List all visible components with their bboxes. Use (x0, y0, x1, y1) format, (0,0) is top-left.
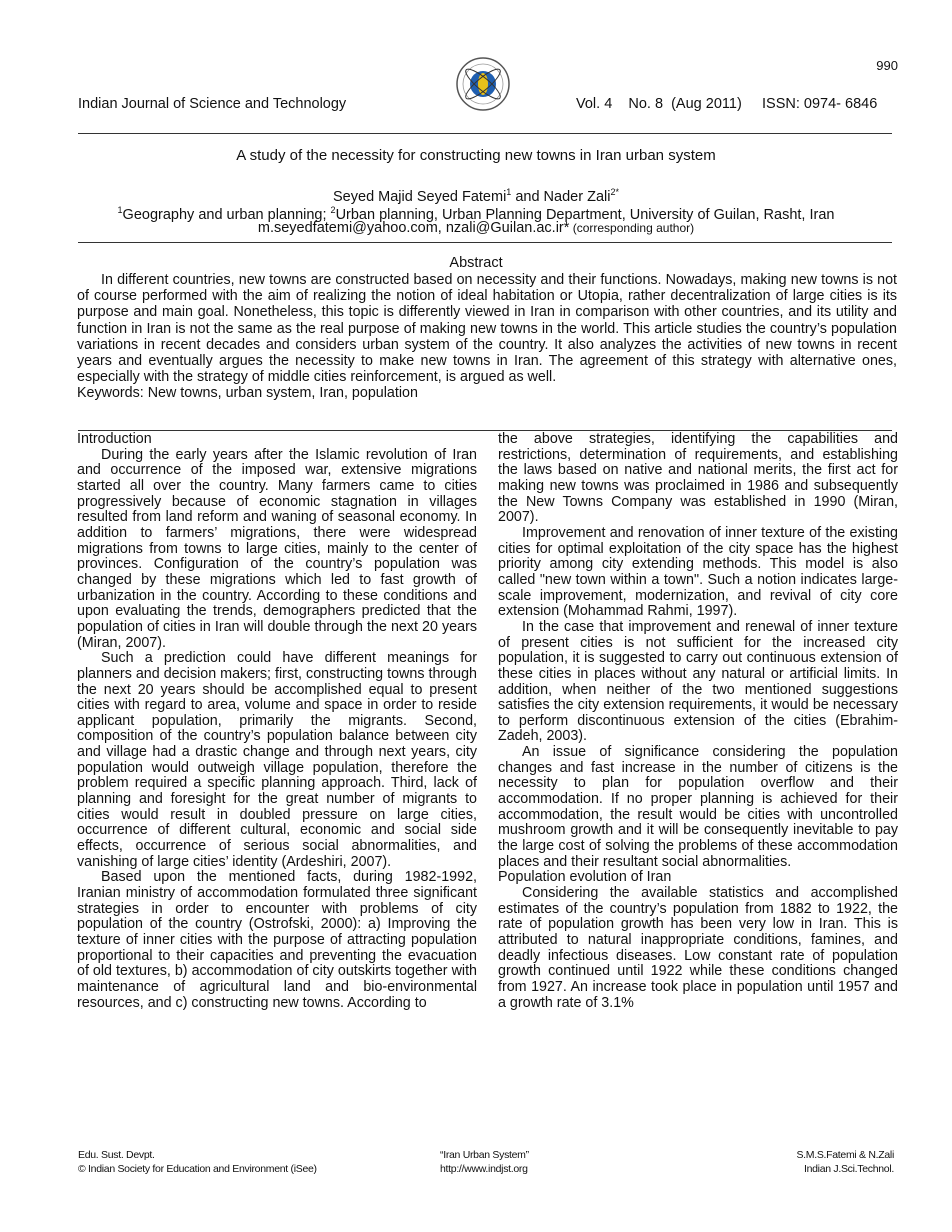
footer-right (796, 1148, 894, 1176)
footer-short-title: “Iran Urban System” (440, 1149, 529, 1161)
aff-sup-1: 1 (117, 205, 123, 215)
affiliation-2: Urban planning, Urban Planning Department, University of Guilan, Rasht, Iran (335, 206, 835, 223)
paragraph: Improvement and renovation of inner texture of the existing cities for optimal exploitation of the city space has the highest priority among city extending methods. This model is also called "new town within a town". Such a notion indicates large-scale improvement, modernization, and revival of city core extension (Mohammad Rahmi, 1997). (498, 524, 898, 620)
section-heading: Introduction (77, 431, 152, 447)
footer-journal-abbrev: Indian J.Sci.Technol. (803, 1163, 894, 1175)
paragraph: Based upon the mentioned facts, during 1982-1992, Iranian ministry of accommodation formulated three significant strategies in order to encounter with problems of city population of the country (Ostrofski, 2000): a) Improving the texture of inner cities with the purpose of attracting population proportional to their capacities and preventing the evacuation of old textures, b) accommodation of city outskirts together with maintenance of agricultural land and bio-environmental resources, and c) constructing new towns. According to (77, 869, 477, 1011)
footer-left (78, 1148, 317, 1176)
page-number: 990 (876, 58, 898, 73)
keywords: Keywords: New towns, urban system, Iran, population (77, 385, 418, 402)
author-2-sup: 2* (610, 187, 619, 197)
left-column (77, 432, 477, 1011)
journal-name: Indian Journal of Science and Technology (78, 96, 347, 112)
paragraph: Considering the available statistics and accomplished estimates of the country’s population from 1882 to 1922, the rate of population growth has been very low in Iran. This is attributed to natural inappropriate conditions, famines, and deadly infectious diseases. Low constant rate of population growth continued until 1922 while these conditions changed from 1927. An increase took place in population until 1957 and a growth rate of 3.1% (498, 885, 898, 1011)
paragraph: the above strategies, identifying the capabilities and restrictions, determination of requirements, and establishing the laws based on native and national merits, the first act for making new towns was proclaimed in 1986 and subsequently the New Towns Company was established in 1990 (Miran, 2007). (498, 431, 898, 526)
email-addresses: m.seyedfatemi@yahoo.com, nzali@Guilan.ac.ir* (257, 220, 570, 236)
journal-logo (455, 56, 511, 112)
right-column (498, 432, 898, 1011)
author-1-sup: 1 (506, 187, 512, 197)
abstract-text: In different countries, new towns are constructed based on necessity and their functions. Nowadays, making new towns is not of course performed with the aim of realizing the notion of ideal habitation or Utopia, rather decentralization of large cities is its purpose and main goal. Nonetheless, this topic is differently viewed in Iran in comparison with other countries, and its utility and function in Iran is not the same as the real purpose of making new towns in the world. This article studies the country’s population variations in recent decades and considers urban system of the country. It also analyzes the activities of new towns in recent years and eventually argues the necessity to make new towns in Iran. The agreement of this strategy with alternative ones, especially with the strategy of middle cities reinforcement, is argued as well. (77, 272, 897, 386)
issn: ISSN: 0974- 6846 (762, 96, 878, 112)
emails (0, 220, 952, 236)
section-heading: Population evolution of Iran (498, 869, 672, 886)
aff-sup-2: 2 (330, 205, 336, 215)
corresponding-note: (corresponding author) (569, 221, 695, 235)
author-2: and Nader Zali (511, 188, 611, 205)
paragraph: An issue of significance considering the population changes and fast increase in the number of citizens is the necessity to plan for population overflow and their accommodation. If no proper planning is achieved for their accommodation, the result would be cities with uncontrolled mushroom growth and it will be consequently inevitable to pay the large cost of solving the problems of these accommodation places and their resultant social abnormalities. (498, 744, 898, 870)
affiliation-1: Geography and urban planning; (122, 206, 331, 223)
header-rule (78, 133, 892, 134)
footer-copyright: © Indian Society for Education and Environment (iSee) (78, 1163, 317, 1175)
paragraph: Such a prediction could have different meanings for planners and decision makers; first, constructing towns through the next 20 years should be accomplished equal to present cities with regard to area, volume and space in order to reside applicant population, primarily the migrants. Second, composition of the country’s population balance between city and village had a drastic change and through next years, city population would outweigh village population, therefore the problem required a specific planning approach. Third, lack of planning and foresight for the great number of migrants to cities would result in doubled pressure on large cities, occurrence of different cultural, economic and social side effects, occurrence of serious social abnormalities, and vanishing of large cities’ identity (Ardeshiri, 2007). (77, 650, 477, 870)
article-title: A study of the necessity for constructing new towns in Iran urban system (236, 147, 716, 164)
footer-url[interactable]: http://www.indjst.org (440, 1163, 528, 1175)
author-1: Seyed Majid Seyed Fatemi (333, 188, 507, 205)
volume-info: Vol. 4 No. 8 (Aug 2011) (576, 96, 742, 112)
abstract-rule (78, 242, 892, 243)
footer-authors: S.M.S.Fatemi & N.Zali (796, 1149, 894, 1161)
paragraph: During the early years after the Islamic revolution of Iran and occurrence of the imposed war, extensive migrations started all over the country. Many farmers came to cities progressively because of economic stagnation in villages resulted from land reform and waning of seasonal economy. In addition to farmers’ migrations, there were widespread migrations from towns to large cities, mainly to the center of provinces. Configuration of the country’s population was changed by these migrations which led to fast growth of urbanization in the country. According to these conditions and upon evaluating the trends, demographers predicted that the population of cities in Iran will double through the next 20 years (Miran, 2007). (77, 446, 477, 651)
paragraph: In the case that improvement and renewal of inner texture of present cities is not sufficient for the increased city population, it is suggested to carry out continuous extension of these cities in places without any natural or artificial limits. In addition, when neither of the two mentioned suggestions satisfies the city extension requirements, it would be necessary to perform discontinuous extension of the cities (Ebrahim-Zadeh, 2003). (498, 618, 898, 745)
abstract (77, 272, 897, 402)
footer-journal-series: Edu. Sust. Devpt. (78, 1149, 155, 1161)
footer-center (440, 1148, 529, 1176)
abstract-heading: Abstract (449, 255, 503, 271)
